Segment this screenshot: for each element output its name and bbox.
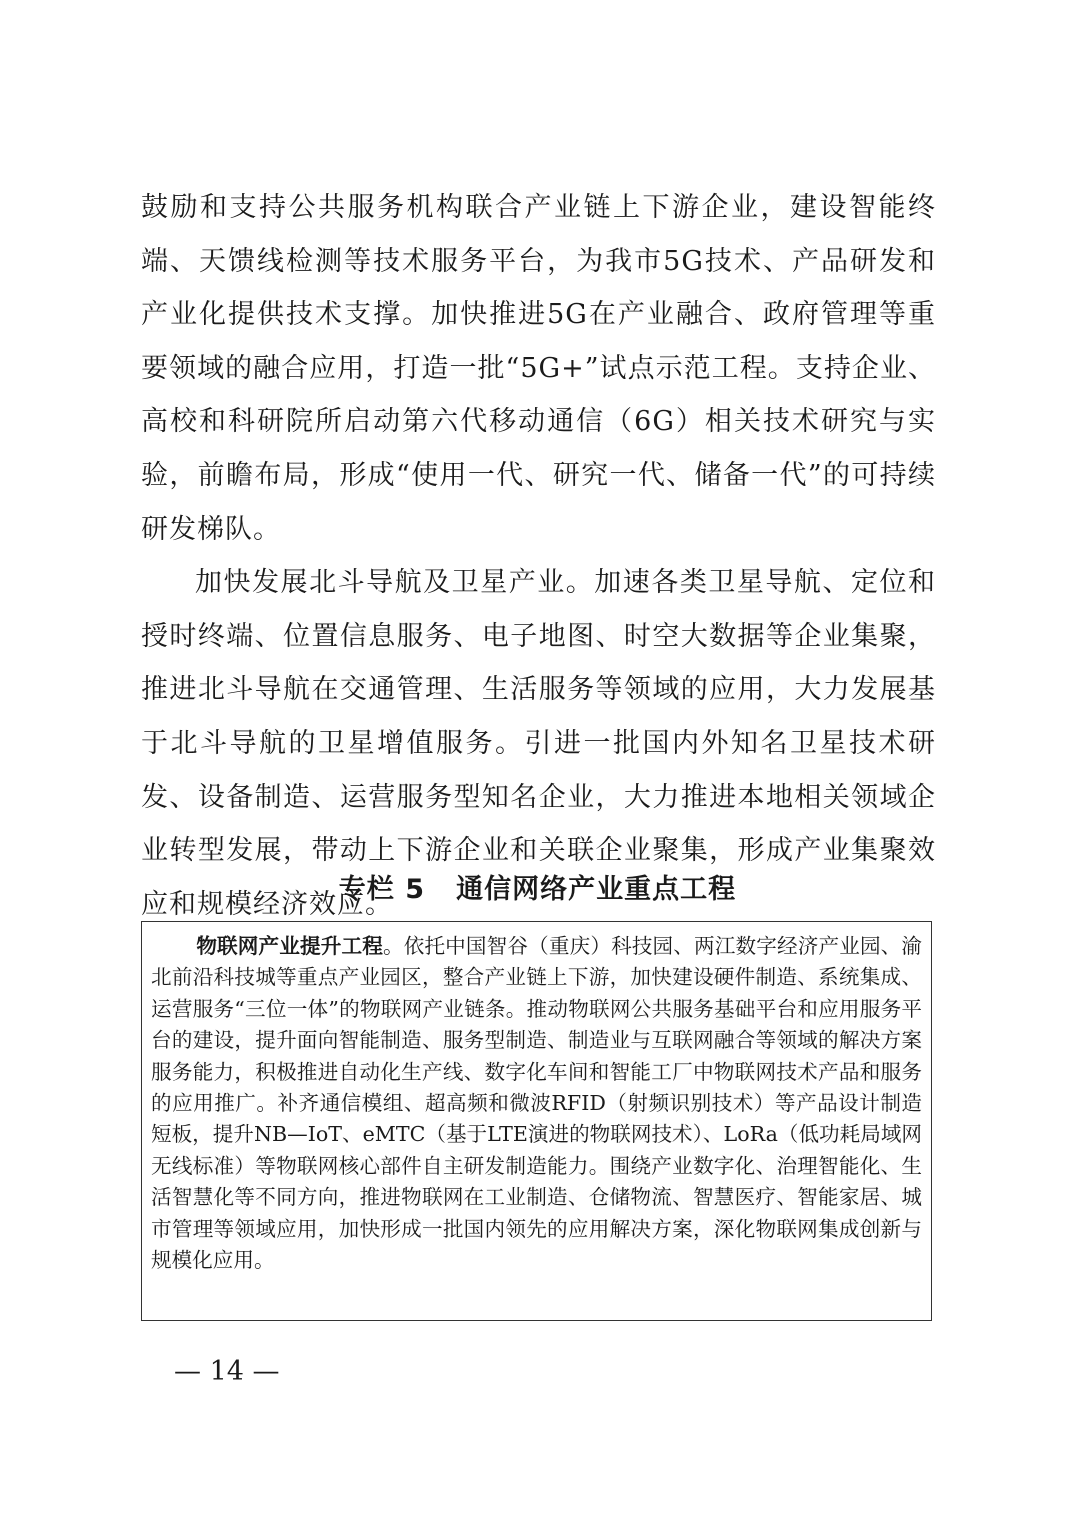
special-box-lead: 物联网产业提升工程 <box>196 934 383 958</box>
body-paragraph-2: 加快发展北斗导航及卫星产业。加速各类卫星导航、定位和授时终端、位置信息服务、电子地图、时空大数据等企业集聚，推进北斗导航在交通管理、生活服务等领域的应用，大力发展基于北斗导航的卫星增值服务。引进一批国内外知名卫星技术研发、设备制造、运营服务型知名企业，大力推进本地相关领域企业转型发展，带动上下游企业和关联企业聚集，形成产业集聚效应和规模经济效应。 <box>141 567 936 920</box>
special-box-text: 。依托中国智谷（重庆）科技园、两江数字经济产业园、渝北前沿科技城等重点产业园区，整合产业链上下游，加快建设硬件制造、系统集成、运营服务“三位一体”的物联网产业链条。推动物联网公共服务基础平台和应用服务平台的建设，提升面向智能制造、服务型制造、制造业与互联网融合等领域的解决方案服务能力，积极推进自动化生产线、数字化车间和智能工厂中物联网技术产品和服务的应用推广。补齐通信模组、超高频和微波RFID（射频识别技术）等产品设计制造短板，提升NB—IoT、eMTC（基于LTE演进的物联网技术）、LoRa（低功耗局域网无线标准）等物联网核心部件自主研发制造能力。围绕产业数字化、治理智能化、生活智慧化等不同方向，推进物联网在工业制造、仓储物流、智慧医疗、智能家居、城市管理等领域应用，加快形成一批国内领先的应用解决方案，深化物联网集成创新与规模化应用。 <box>151 934 923 1273</box>
special-box-paragraph <box>151 931 922 1276</box>
special-box <box>141 921 932 1321</box>
page-number: — 14 — <box>174 1356 280 1387</box>
body-paragraph-1: 鼓励和支持公共服务机构联合产业链上下游企业，建设智能终端、天馈线检测等技术服务平台，为我市5G技术、产品研发和产业化提供技术支撑。加快推进5G在产业融合、政府管理等重要领域的融合应用，打造一批“5G+”试点示范工程。支持企业、高校和科研院所启动第六代移动通信（6G）相关技术研究与实验，前瞻布局，形成“使用一代、研究一代、储备一代”的可持续研发梯队。 <box>141 192 936 545</box>
special-box-title: 专栏 5 通信网络产业重点工程 <box>338 874 737 905</box>
body-text <box>141 181 936 931</box>
